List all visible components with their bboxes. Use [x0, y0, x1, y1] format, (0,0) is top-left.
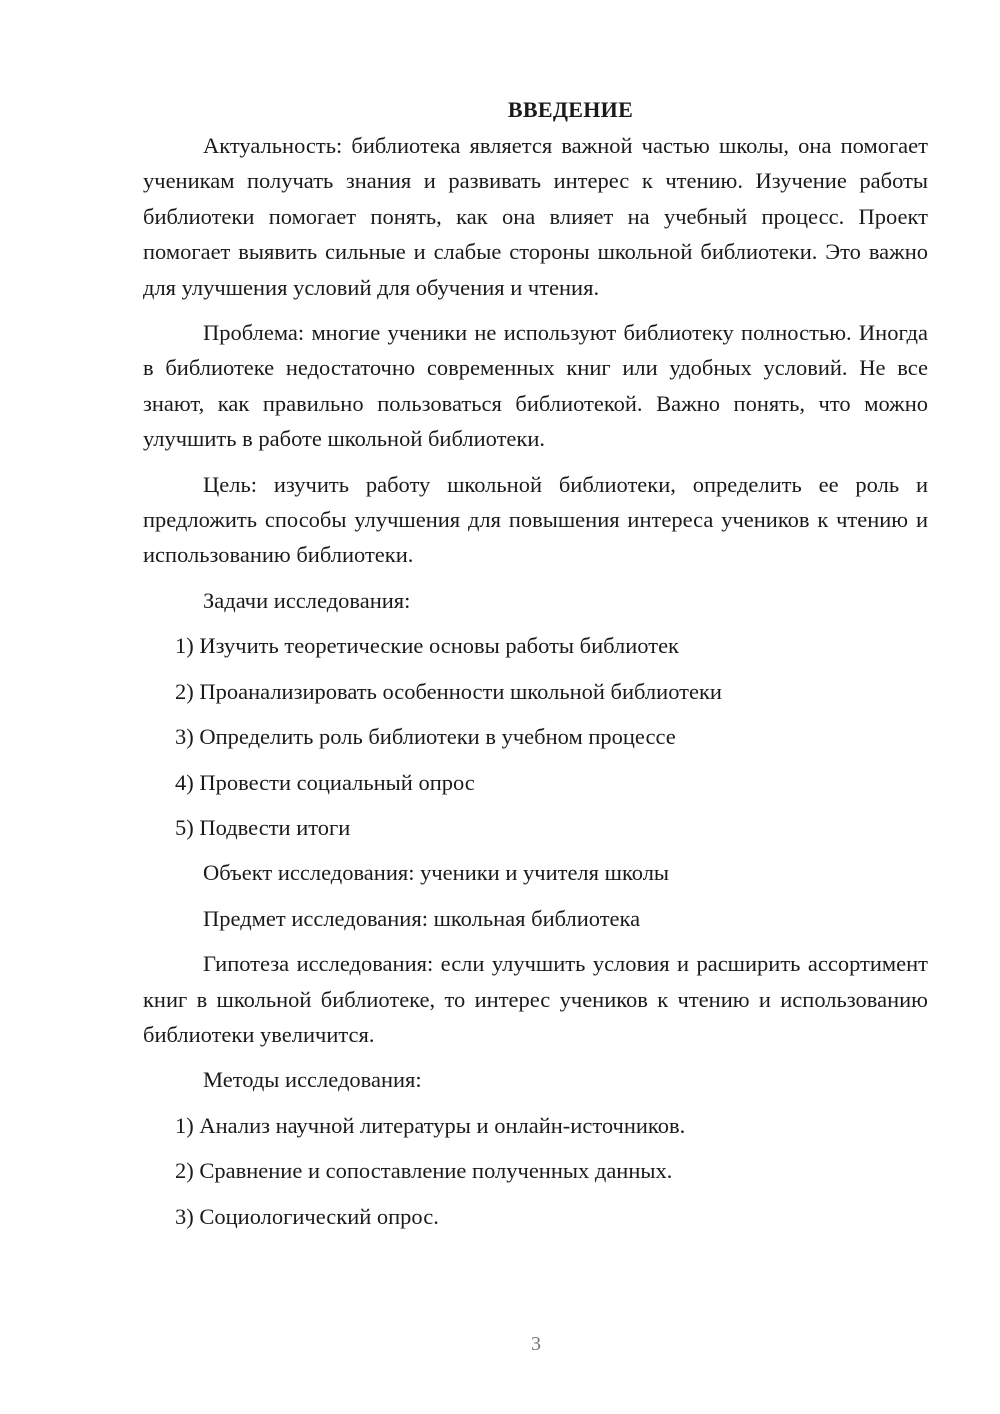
section-title: ВВЕДЕНИЕ	[507, 97, 634, 122]
page-content	[143, 92, 928, 1244]
hypothesis-paragraph: Гипотеза исследования: если улучшить условия и расширить ассортимент книг в школьной библиотеке, то интерес учеников к чтению и использованию библиотеки увеличится.	[143, 951, 928, 1047]
relevance-paragraph: Актуальность: библиотека является важной частью школы, она помогает ученикам получать знания и развивать интерес к чтению. Изучение работы библиотеки помогает понять, как она влияет на учебный процесс. Проект помогает выявить сильные и слабые стороны школьной библиотеки. Это важно для улучшения условий для обучения и чтения.	[143, 133, 928, 300]
method-item: 2) Сравнение и сопоставление полученных данных.	[175, 1158, 673, 1184]
task-item: 4) Провести социальный опрос	[175, 769, 475, 795]
problem-paragraph: Проблема: многие ученики не используют библиотеку полностью. Иногда в библиотеке недостаточно современных книг или удобных условий. Не все знают, как правильно пользоваться библиотекой. Важно понять, что можно улучшить в работе школьной библиотеки.	[143, 320, 928, 452]
task-item: 5) Подвести итоги	[175, 814, 351, 840]
method-item: 1) Анализ научной литературы и онлайн-источников.	[175, 1112, 686, 1138]
page-number: 3	[531, 1333, 541, 1355]
task-item: 3) Определить роль библиотеки в учебном процессе	[175, 724, 676, 750]
task-item: 1) Изучить теоретические основы работы библиотек	[175, 633, 679, 659]
task-item: 2) Проанализировать особенности школьной библиотеки	[175, 678, 722, 704]
tasks-heading: Задачи исследования:	[203, 587, 411, 613]
object-line: Объект исследования: ученики и учителя школы	[203, 860, 670, 886]
method-item: 3) Социологический опрос.	[175, 1203, 439, 1229]
methods-heading: Методы исследования:	[203, 1067, 422, 1093]
goal-paragraph: Цель: изучить работу школьной библиотеки, определить ее роль и предложить способы улучшения для повышения интереса учеников к чтению и использованию библиотеки.	[143, 471, 928, 568]
subject-line: Предмет исследования: школьная библиотека	[203, 905, 641, 931]
